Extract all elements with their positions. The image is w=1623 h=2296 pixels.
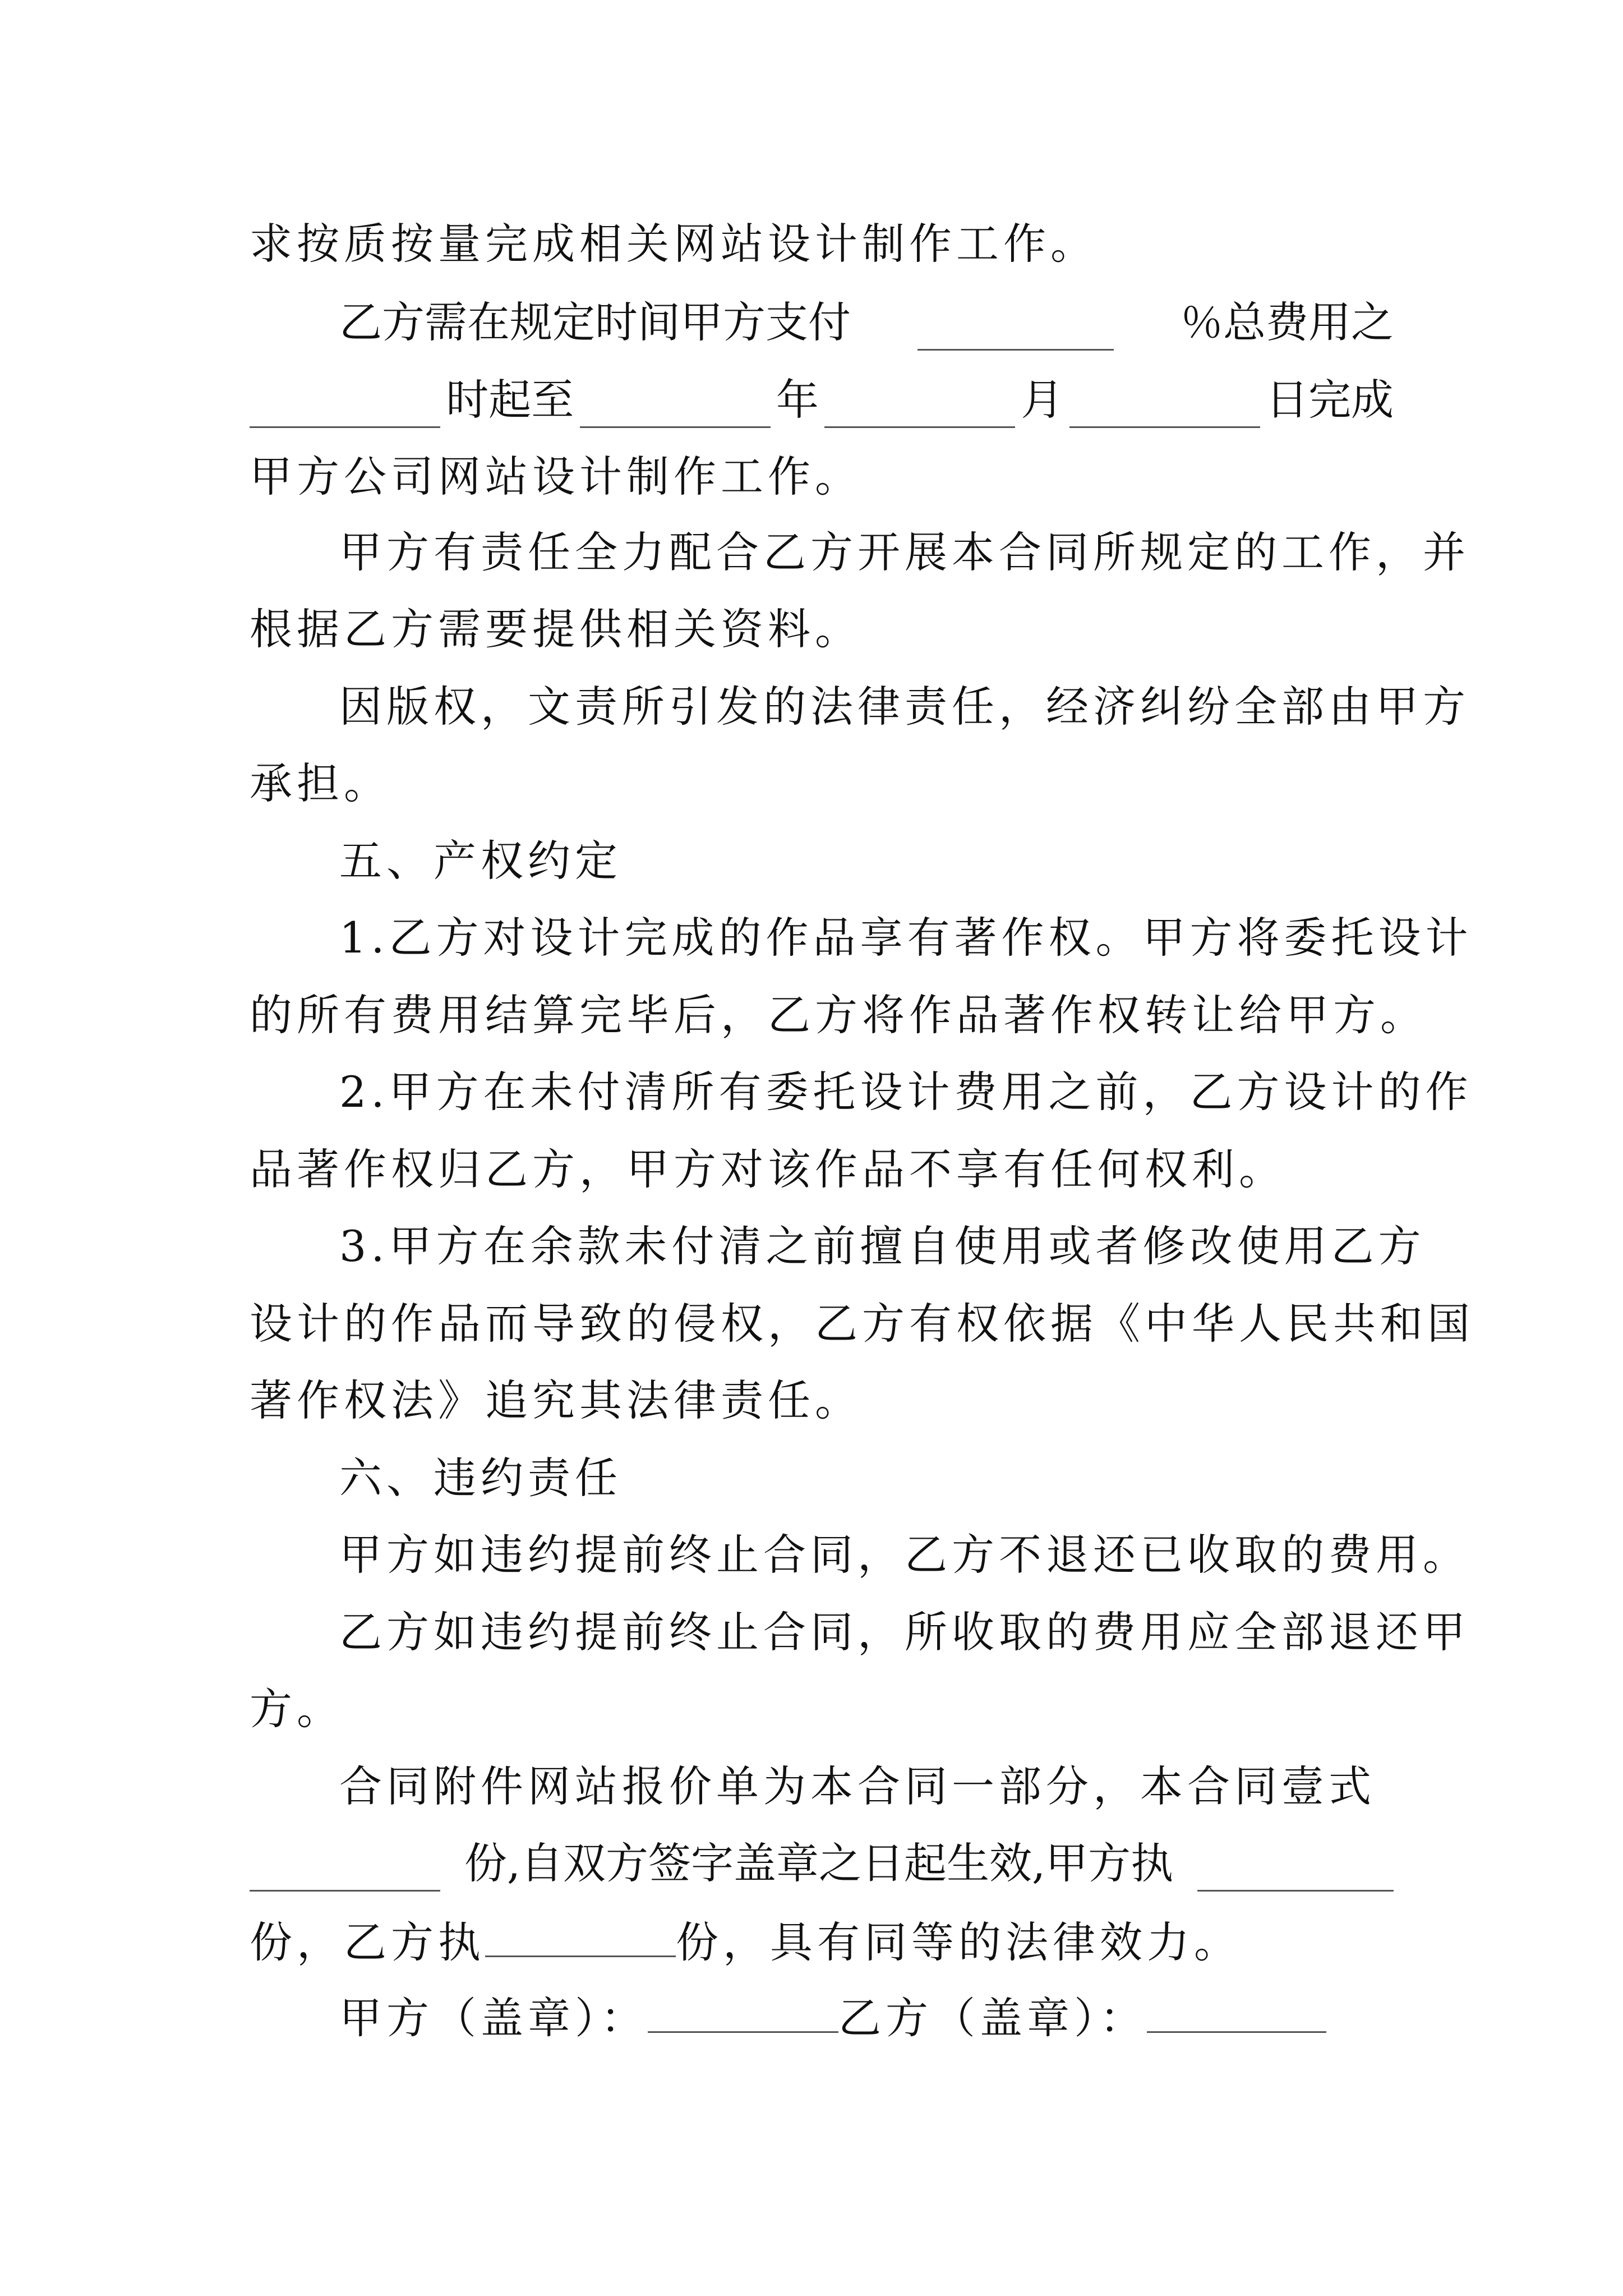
text-line-12: 2.甲方在未付清所有委托设计费用之前，乙方设计的作 [339,1067,1473,1117]
text-line-21: 合同附件网站报价单为本合同一部分，本合同壹式 [339,1761,1376,1811]
text-line-22 [250,1835,1394,1892]
text-line-3-d: 日完成 [1265,375,1394,425]
text-line-13: 品著作权归乙方，甲方对该作品不享有任何权利。 [250,1144,1286,1194]
blank-copies-total [250,1847,440,1892]
text-line-15: 设计的作品而导致的侵权，乙方有权依据《中华人民共和国 [250,1299,1474,1349]
text-line-22-a: 份,自双方签字盖章之日起生效,甲方执 [464,1838,1174,1888]
text-line-2-start: 乙方需在规定时间甲方支付 [339,297,851,347]
text-line-20: 方。 [250,1684,344,1734]
blank-start-time [250,384,440,428]
text-line-18: 甲方如违约提前终止合同，乙方不退还已收取的费用。 [339,1530,1470,1580]
blank-party-a-seal [648,1989,838,2033]
text-line-23-b: 份，具有同等的法律效力。 [676,1917,1241,1967]
text-line-3-b: 年 [776,375,819,425]
text-line-16: 著作权法》追究其法律责任。 [250,1375,862,1425]
text-line-23 [250,1913,1394,1969]
party-a-seal-label: 甲方（盖章）： [339,1993,648,2043]
text-line-4: 甲方公司网站设计制作工作。 [250,452,862,501]
text-line-19: 乙方如违约提前终止合同，所收取的费用应全部退还甲 [339,1607,1470,1657]
text-line-8: 承担。 [250,758,391,808]
blank-day [1069,384,1260,428]
blank-copies-party-a [1197,1847,1394,1892]
blank-year [580,384,771,428]
text-line-2-end: ％总费用之 [1181,297,1394,347]
signature-line [339,1989,1394,2045]
text-line-1: 求按质按量完成相关网站设计制作工作。 [250,219,1098,269]
text-line-23-a: 份，乙方执 [250,1917,485,1967]
blank-copies-party-b [485,1913,676,1957]
text-line-5: 甲方有责任全力配合乙方开展本合同所规定的工作，并 [339,527,1470,577]
blank-month [824,384,1015,428]
blank-payment-percent [917,306,1114,351]
section-heading-6: 六、违约责任 [339,1453,622,1503]
text-line-6: 根据乙方需要提供相关资料。 [250,604,862,654]
text-line-7: 因版权，文责所引发的法律责任，经济纠纷全部由甲方 [339,682,1470,731]
text-line-3 [250,372,1394,428]
text-line-2 [339,295,1394,351]
text-line-10: 1.乙方对设计完成的作品享有著作权。甲方将委托设计 [339,913,1473,963]
text-line-3-c: 月 [1021,375,1064,425]
text-line-11: 的所有费用结算完毕后，乙方将作品著作权转让给甲方。 [250,990,1427,1040]
party-b-seal-label: 乙方（盖章）： [838,1993,1147,2043]
blank-party-b-seal [1147,1989,1326,2033]
text-line-3-a: 时起至 [446,375,574,425]
text-line-14: 3.甲方在余款未付清之前擅自使用或者修改使用乙方 [339,1221,1426,1271]
section-heading-5: 五、产权约定 [339,836,622,886]
